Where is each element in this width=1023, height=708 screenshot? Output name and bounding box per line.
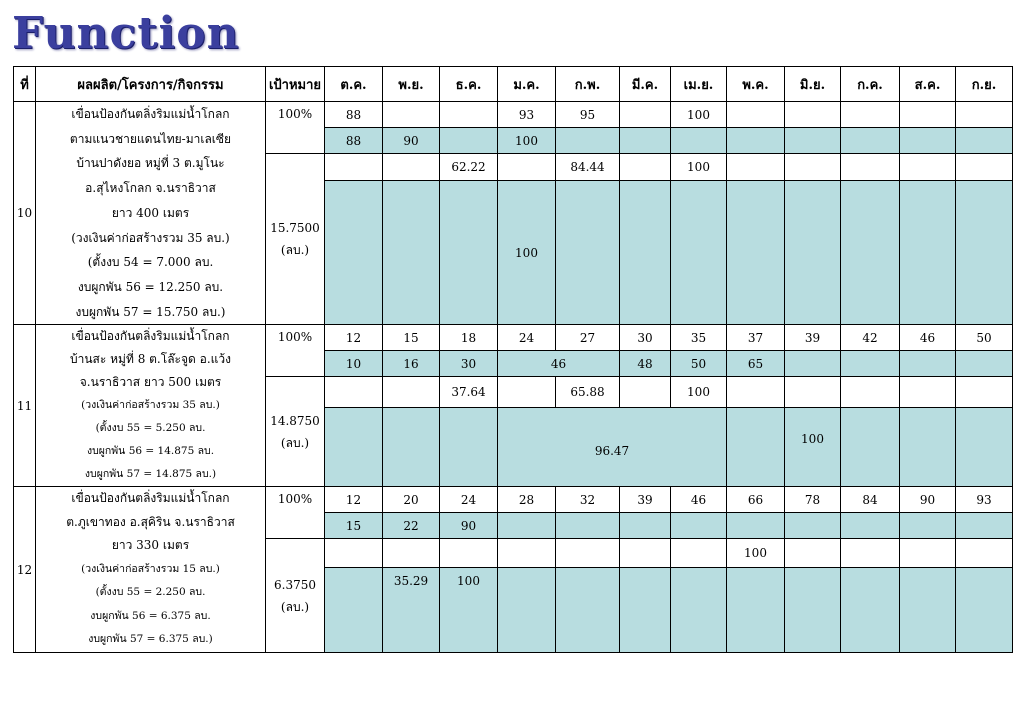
actual-cell: [900, 351, 956, 377]
actual-cell: 65: [727, 351, 785, 377]
plan-budget-cell: 65.88: [556, 377, 620, 408]
plan-cell: 93: [498, 102, 556, 128]
plan-cell: 37: [727, 325, 785, 351]
plan-cell: 90: [900, 487, 956, 513]
project-line: งบผูกพัน 56 = 14.875 ลบ.: [86, 445, 215, 458]
plan-cell: [727, 102, 785, 128]
header-month: พ.ย.: [383, 67, 440, 102]
actual-cell: 100: [498, 128, 556, 154]
actual-cell: [841, 128, 900, 154]
actual-budget-cell: 100: [498, 181, 556, 325]
plan-cell: 12: [325, 487, 383, 513]
plan-budget-cell: [785, 154, 841, 181]
plan-budget-cell: [383, 154, 440, 181]
project-line: บ้านปาดังยอ หมู่ที่ 3 ต.มูโนะ: [76, 156, 225, 171]
budget-unit: (ลบ.): [280, 243, 310, 258]
header-no: ที่: [14, 67, 36, 102]
project-line: งบผูกพัน 57 = 14.875 ลบ.): [84, 468, 217, 481]
table-row: [14, 487, 1013, 513]
plan-budget-cell: 100: [671, 377, 727, 408]
project-line: งบผูกพัน 57 = 6.375 ลบ.): [88, 633, 213, 646]
header-month: ม.ค.: [498, 67, 556, 102]
target-percent: 100%: [266, 102, 325, 154]
actual-cell: 16: [383, 351, 440, 377]
page-title: Function: [12, 8, 240, 59]
plan-budget-cell: [727, 377, 785, 408]
actual-budget-cell: [325, 408, 383, 487]
actual-cell: 88: [325, 128, 383, 154]
budget-amount: [266, 154, 325, 325]
actual-cell: 46: [498, 351, 620, 377]
plan-cell: 20: [383, 487, 440, 513]
plan-cell: [900, 102, 956, 128]
plan-cell: 15: [383, 325, 440, 351]
plan-budget-cell: [325, 377, 383, 408]
actual-budget-cell: [440, 408, 498, 487]
project-line: เขื่อนป้องกันตลิ่งริมแม่น้ำโกลก: [71, 329, 230, 344]
header-month: เม.ย.: [671, 67, 727, 102]
header-month: ก.ย.: [956, 67, 1013, 102]
actual-budget-cell: [785, 567, 841, 652]
plan-budget-cell: [785, 539, 841, 568]
plan-budget-cell: [841, 377, 900, 408]
plan-cell: 24: [498, 325, 556, 351]
project-line: เขื่อนป้องกันตลิ่งริมแม่น้ำโกลก: [71, 107, 230, 121]
plan-cell: 78: [785, 487, 841, 513]
plan-cell: 18: [440, 325, 498, 351]
plan-cell: 35: [671, 325, 727, 351]
actual-cell: [956, 513, 1013, 539]
actual-budget-cell: [727, 408, 785, 487]
actual-cell: [671, 128, 727, 154]
actual-cell: [841, 351, 900, 377]
actual-budget-cell: [383, 181, 440, 325]
actual-cell: [556, 513, 620, 539]
actual-budget-cell: 100: [440, 567, 498, 652]
project-line: บ้านสะ หมู่ที่ 8 ต.โล๊ะจูด อ.แว้ง: [70, 352, 231, 367]
target-percent: 100%: [266, 325, 325, 377]
actual-budget-cell: [956, 408, 1013, 487]
actual-budget-cell: [727, 567, 785, 652]
budget-unit: (ลบ.): [280, 599, 310, 614]
plan-budget-cell: [956, 377, 1013, 408]
actual-budget-cell: [383, 408, 440, 487]
project-description: [36, 325, 266, 487]
plan-budget-cell: [900, 377, 956, 408]
actual-budget-cell: [620, 567, 671, 652]
project-line: (วงเงินค่าก่อสร้างรวม 35 ลบ.): [81, 399, 220, 412]
actual-budget-cell: [841, 181, 900, 325]
actual-budget-cell: [956, 567, 1013, 652]
target-percent: 100%: [266, 487, 325, 539]
plan-cell: 32: [556, 487, 620, 513]
plan-budget-cell: 62.22: [440, 154, 498, 181]
header-month: มิ.ย.: [785, 67, 841, 102]
plan-cell: 88: [325, 102, 383, 128]
actual-budget-cell: [841, 567, 900, 652]
plan-cell: [956, 102, 1013, 128]
table-row: [14, 102, 1013, 128]
plan-cell: 66: [727, 487, 785, 513]
plan-budget-cell: [556, 539, 620, 568]
plan-cell: 93: [956, 487, 1013, 513]
actual-cell: [556, 128, 620, 154]
actual-cell: 10: [325, 351, 383, 377]
row-number: 10: [14, 102, 36, 325]
actual-cell: [956, 128, 1013, 154]
project-line: (ตั้งงบ 55 = 2.250 ลบ.: [95, 586, 206, 599]
actual-cell: 30: [440, 351, 498, 377]
actual-budget-cell: [956, 181, 1013, 325]
plan-budget-cell: 100: [671, 154, 727, 181]
plan-budget-cell: 100: [727, 539, 785, 568]
project-line: งบผูกพัน 56 = 6.375 ลบ.: [90, 609, 211, 622]
project-line: (วงเงินค่าก่อสร้างรวม 15 ลบ.): [81, 562, 220, 575]
actual-budget-cell: [440, 181, 498, 325]
project-line: (ตั้งงบ 55 = 5.250 ลบ.: [95, 422, 206, 435]
actual-budget-cell: [556, 181, 620, 325]
plan-budget-cell: [956, 539, 1013, 568]
row-number: 11: [14, 325, 36, 487]
plan-cell: 46: [671, 487, 727, 513]
plan-cell: 24: [440, 487, 498, 513]
plan-budget-cell: 84.44: [556, 154, 620, 181]
project-line: จ.นราธิวาส ยาว 500 เมตร: [79, 375, 222, 390]
actual-budget-cell: [785, 181, 841, 325]
budget-amount: [266, 377, 325, 487]
plan-cell: 46: [900, 325, 956, 351]
actual-cell: [727, 513, 785, 539]
budget-unit: (ลบ.): [280, 435, 310, 450]
header-month: ก.พ.: [556, 67, 620, 102]
plan-cell: [620, 102, 671, 128]
project-line: ตามแนวชายแดนไทย-มาเลเซีย: [69, 131, 232, 146]
actual-budget-cell: [727, 181, 785, 325]
progress-table: [13, 66, 1013, 653]
actual-budget-cell: [325, 181, 383, 325]
actual-cell: 50: [671, 351, 727, 377]
plan-cell: [841, 102, 900, 128]
project-description: [36, 102, 266, 325]
plan-cell: 28: [498, 487, 556, 513]
plan-cell: 39: [620, 487, 671, 513]
header-month: ก.ค.: [841, 67, 900, 102]
project-line: ยาว 330 เมตร: [111, 538, 190, 553]
actual-budget-cell: [671, 567, 727, 652]
plan-cell: 50: [956, 325, 1013, 351]
plan-cell: 39: [785, 325, 841, 351]
plan-budget-cell: [671, 539, 727, 568]
plan-cell: [440, 102, 498, 128]
plan-cell: [785, 102, 841, 128]
header-row: [14, 67, 1013, 102]
header-target: เป้าหมาย: [266, 67, 325, 102]
actual-budget-cell: [556, 567, 620, 652]
plan-budget-cell: [900, 539, 956, 568]
actual-budget-cell: [900, 181, 956, 325]
project-line: เขื่อนป้องกันตลิ่งริมแม่น้ำโกลก: [71, 491, 230, 506]
budget-value: 15.7500: [270, 221, 320, 236]
project-line: ยาว 400 เมตร: [111, 205, 190, 220]
actual-cell: 90: [383, 128, 440, 154]
project-line: งบผูกพัน 57 = 15.750 ลบ.): [75, 304, 226, 319]
actual-budget-cell: [620, 181, 671, 325]
budget-value: 14.8750: [270, 413, 320, 428]
actual-budget-cell: [841, 408, 900, 487]
actual-budget-cell: 96.47: [498, 408, 727, 487]
plan-cell: [383, 102, 440, 128]
plan-budget-cell: [841, 539, 900, 568]
plan-budget-cell: [900, 154, 956, 181]
actual-cell: [900, 128, 956, 154]
plan-budget-cell: [498, 539, 556, 568]
actual-budget-cell: [325, 567, 383, 652]
actual-cell: 48: [620, 351, 671, 377]
plan-cell: 84: [841, 487, 900, 513]
actual-cell: 15: [325, 513, 383, 539]
plan-budget-cell: [498, 154, 556, 181]
row-number: 12: [14, 487, 36, 653]
actual-cell: [440, 128, 498, 154]
actual-cell: [785, 351, 841, 377]
actual-cell: [785, 513, 841, 539]
plan-cell: 12: [325, 325, 383, 351]
plan-budget-cell: [325, 539, 383, 568]
budget-amount: [266, 539, 325, 653]
actual-cell: [841, 513, 900, 539]
actual-budget-cell: [900, 408, 956, 487]
actual-cell: [956, 351, 1013, 377]
plan-budget-cell: 37.64: [440, 377, 498, 408]
project-description: [36, 487, 266, 653]
budget-value: 6.3750: [274, 577, 316, 592]
actual-cell: [900, 513, 956, 539]
actual-cell: [785, 128, 841, 154]
actual-cell: [498, 513, 556, 539]
actual-budget-cell: [671, 181, 727, 325]
actual-budget-cell: 35.29: [383, 567, 440, 652]
actual-cell: 90: [440, 513, 498, 539]
actual-budget-cell: 100: [785, 408, 841, 487]
plan-budget-cell: [620, 539, 671, 568]
actual-cell: [620, 513, 671, 539]
plan-cell: 30: [620, 325, 671, 351]
plan-budget-cell: [785, 377, 841, 408]
actual-cell: [727, 128, 785, 154]
plan-budget-cell: [727, 154, 785, 181]
actual-cell: [620, 128, 671, 154]
header-month: ส.ค.: [900, 67, 956, 102]
plan-budget-cell: [620, 377, 671, 408]
header-month: พ.ค.: [727, 67, 785, 102]
actual-cell: 22: [383, 513, 440, 539]
header-month: ธ.ค.: [440, 67, 498, 102]
plan-cell: 100: [671, 102, 727, 128]
plan-budget-cell: [498, 377, 556, 408]
plan-budget-cell: [383, 539, 440, 568]
project-line: ต.ภูเขาทอง อ.สุคิริน จ.นราธิวาส: [66, 514, 235, 529]
project-line: (ตั้งงบ 54 = 7.000 ลบ.: [87, 255, 214, 270]
actual-budget-cell: [498, 567, 556, 652]
project-line: (วงเงินค่าก่อสร้างรวม 35 ลบ.): [71, 230, 230, 245]
actual-cell: [671, 513, 727, 539]
plan-cell: 95: [556, 102, 620, 128]
plan-budget-cell: [841, 154, 900, 181]
plan-cell: 27: [556, 325, 620, 351]
plan-budget-cell: [620, 154, 671, 181]
header-project: ผลผลิต/โครงการ/กิจกรรม: [36, 67, 266, 102]
plan-budget-cell: [440, 539, 498, 568]
actual-budget-cell: [900, 567, 956, 652]
plan-budget-cell: [325, 154, 383, 181]
header-month: ต.ค.: [325, 67, 383, 102]
plan-budget-cell: [383, 377, 440, 408]
table-row: [14, 325, 1013, 351]
project-line: งบผูกพัน 56 = 12.250 ลบ.: [77, 279, 224, 294]
plan-cell: 42: [841, 325, 900, 351]
project-line: อ.สุไหงโกลก จ.นราธิวาส: [85, 181, 216, 196]
header-month: มี.ค.: [620, 67, 671, 102]
plan-budget-cell: [956, 154, 1013, 181]
